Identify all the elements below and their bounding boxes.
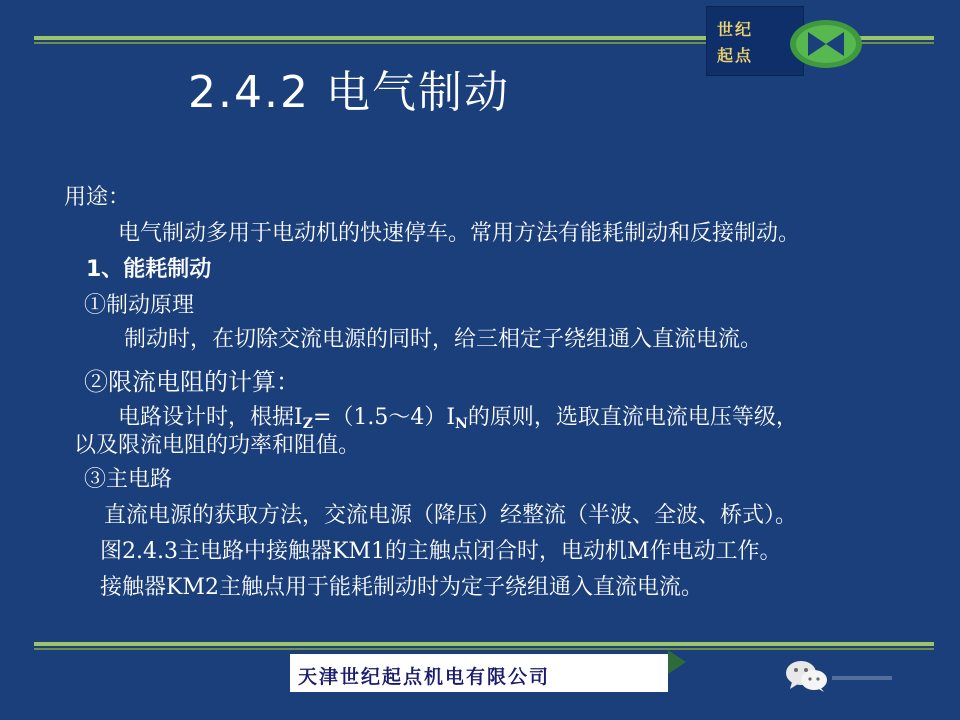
footer-company-name: 天津世纪起点机电有限公司 (298, 666, 551, 688)
usage-text: 电气制动多用于电动机的快速停车。常用方法有能耗制动和反接制动。 (118, 221, 801, 246)
main-circuit-line2: 图2.4.3主电路中接触器KM1的主触点闭合时，电动机M作电动工作。 (100, 539, 782, 564)
formula-text-b: =（1.5～4）I (312, 405, 456, 430)
item-resistor-calc-text-line2: 以及限流电阻的功率和阻值。 (74, 433, 361, 458)
item-braking-principle-title: ①制动原理 (84, 293, 195, 318)
logo-text-line2: 起点 (717, 46, 754, 65)
subscript-z: Z (302, 416, 313, 432)
formula-text-c: 的原则，选取直流电流电压等级， (467, 405, 798, 430)
item-braking-principle-text: 制动时，在切除交流电源的同时，给三相定子绕组通入直流电流。 (124, 327, 763, 352)
section-title-energy-braking: 1、能耗制动 (86, 257, 212, 282)
subscript-n: N (455, 416, 468, 432)
bottom-divider-shadow (34, 648, 934, 650)
main-circuit-line3: 接触器KM2主触点用于能耗制动时为定子绕组通入直流电流。 (100, 575, 703, 600)
usage-label: 用途： (64, 185, 131, 210)
green-leaf-logo-icon (788, 18, 864, 70)
bottom-divider (34, 642, 934, 646)
logo-text-line1: 世纪 (717, 20, 754, 39)
page-title: 2.4.2 电气制动 (188, 67, 510, 118)
formula-text-a: 电路设计时，根据I (118, 405, 303, 430)
main-circuit-line1: 直流电源的获取方法，交流电源（降压）经整流（半波、全波、桥式）。 (104, 503, 798, 528)
footer-arrow-decoration (668, 650, 686, 674)
wechat-icon (784, 658, 830, 694)
item-resistor-calc-title: ②限流电阻的计算： (84, 368, 300, 396)
footer-company-box (290, 654, 668, 692)
watermark-stroke (832, 672, 892, 684)
item-main-circuit-title: ③主电路 (84, 467, 173, 492)
